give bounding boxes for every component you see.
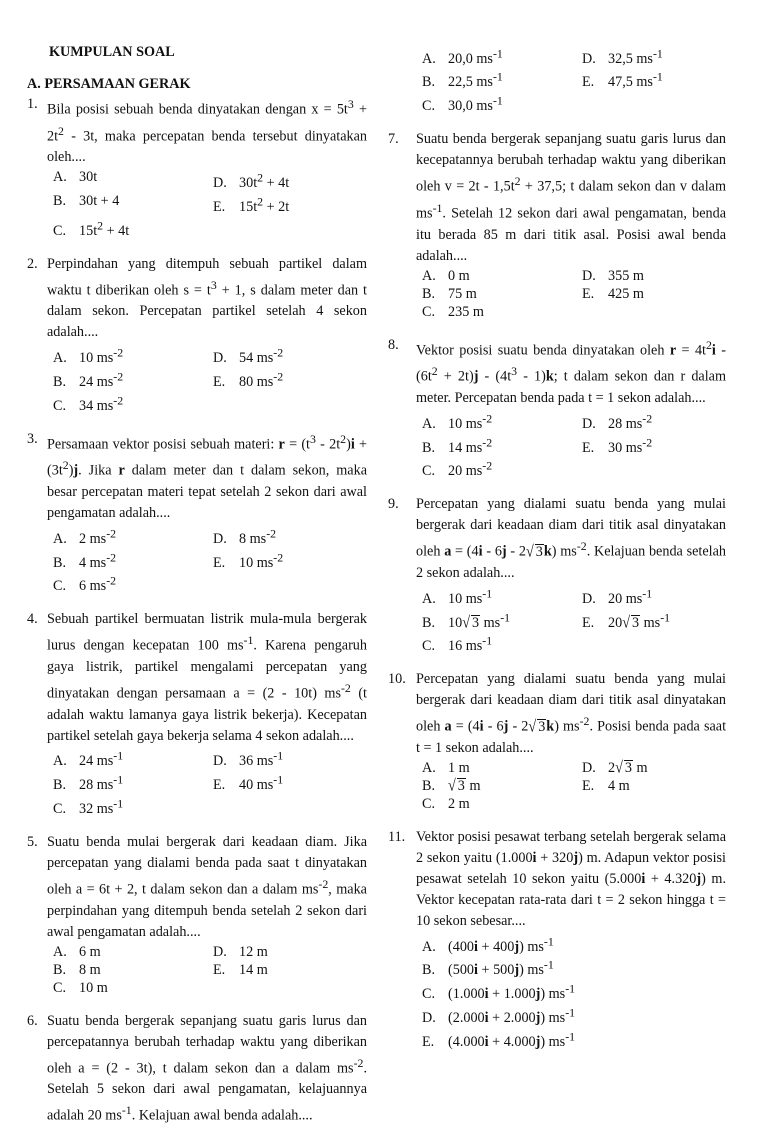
option-value: 10 m: [79, 979, 108, 996]
question-number: 11.: [388, 829, 406, 846]
option-value: 32 $ms^{-1}$: [79, 796, 124, 817]
question-2: [27, 254, 367, 415]
answer-option: [422, 433, 582, 457]
question-number: 3.: [27, 430, 38, 447]
option-value: 40 $ms^{-1}$: [239, 772, 284, 794]
option-value: 235 m: [448, 303, 484, 320]
question-4: [27, 609, 367, 818]
option-letter: A.: [53, 530, 67, 547]
option-letter: E.: [582, 778, 595, 795]
option-letter: A.: [53, 753, 67, 770]
option-value: 20 $ms^{-2}$: [448, 458, 493, 480]
option-letter: C.: [422, 98, 436, 115]
answer-option: [422, 91, 582, 115]
option-value: 10 $ms^{-2}$: [448, 411, 493, 432]
question-text: Perpindahan yang ditempuh sebuah partikel dalam waktu t diberikan oleh $s = t^3 + 1$, s dalam meter dan t dalam sekon. Percepatan partikel setelah 4 sekon adalah....: [47, 255, 367, 341]
option-value: 30 $ms^{-2}$: [608, 434, 653, 456]
answer-option: [422, 409, 582, 433]
answer-option: [53, 548, 213, 572]
answer-option: [582, 584, 726, 608]
option-letter: D.: [582, 590, 596, 607]
answer-option: [53, 524, 213, 548]
option-letter: E.: [582, 439, 595, 456]
option-value: 36 $ms^{-1}$: [239, 748, 284, 770]
option-letter: C.: [422, 638, 436, 655]
option-value: 34 $ms^{-2}$: [79, 392, 124, 414]
answer-option: [422, 759, 582, 777]
answer-option: [422, 795, 582, 813]
question-7: [388, 129, 726, 320]
option-list: [422, 44, 726, 115]
option-value: 8 $ms^{-2}$: [239, 526, 277, 547]
option-value: 16 $ms^{-1}$: [448, 633, 493, 655]
option-value: 54 $ms^{-2}$: [239, 345, 284, 367]
option-letter: B.: [422, 439, 436, 456]
option-value: 75 m: [448, 285, 477, 302]
option-letter: D.: [213, 175, 227, 192]
option-letter: D.: [213, 943, 227, 960]
question-11: [388, 827, 726, 1051]
option-letter: B.: [53, 193, 67, 210]
answer-option: [582, 409, 726, 433]
option-value: 2√ 3 m: [608, 758, 648, 778]
option-list: [422, 584, 726, 655]
option-letter: B.: [53, 777, 67, 794]
option-value: 10 $ms^{-2}$: [239, 549, 284, 571]
option-list: [422, 267, 726, 321]
option-value: 32,5 $ms^{-1}$: [608, 46, 663, 67]
option-value: 14 $ms^{-2}$: [448, 434, 493, 456]
option-letter: D.: [582, 760, 596, 777]
question-text: Bila posisi sebuah benda dinyatakan dengan $x = 5t^3 + 2t^2 - 3t$, maka percepatan benda tersebut dinyatakan oleh....: [47, 97, 367, 166]
option-letter: B.: [422, 778, 436, 795]
question-text: Vektor posisi suatu benda dinyatakan oleh $r = 4t^2i - (6t^2 + 2t)j - (4t^3 - 1)k$; t dalam sekon dan r dalam meter. Percepatan benda pada t = 1 sekon adalah....: [416, 337, 726, 407]
answer-option: [53, 343, 213, 367]
option-letter: C.: [53, 979, 67, 996]
answer-option: [422, 777, 582, 795]
answer-option: [422, 932, 726, 956]
answer-option: [582, 608, 726, 632]
answer-option: [53, 770, 213, 794]
answer-option: [213, 367, 367, 391]
option-list: [53, 943, 367, 997]
section-heading: A. PERSAMAAN GERAK: [27, 76, 191, 92]
option-value: $15t^2 + 4t$: [79, 217, 130, 239]
answer-option: [53, 961, 213, 979]
option-value: 12 m: [239, 943, 268, 960]
answer-option: [422, 44, 582, 68]
option-letter: B.: [53, 961, 67, 978]
answer-option: [422, 303, 582, 321]
answer-option: [53, 367, 213, 391]
option-letter: E.: [213, 777, 226, 794]
answer-option: [582, 267, 726, 285]
option-value: (400i + 400j) $ms^{-1}$: [448, 934, 554, 955]
option-value: 10√ 3 $ms^{-1}$: [448, 609, 511, 632]
answer-option: [422, 1027, 726, 1051]
right-column: [388, 42, 726, 1051]
option-letter: C.: [422, 303, 436, 320]
option-value: 14 m: [239, 961, 268, 978]
option-letter: C.: [53, 222, 67, 239]
question-6-options-continued: [388, 44, 726, 115]
option-letter: E.: [213, 961, 226, 978]
answer-option: [582, 44, 726, 68]
option-value: (500i + 500j) $ms^{-1}$: [448, 957, 554, 979]
option-value: 20 $ms^{-1}$: [608, 586, 653, 607]
option-letter: D.: [582, 267, 596, 284]
option-letter: C.: [422, 796, 436, 813]
question-text: Persamaan vektor posisi sebuah materi: $r = (t^3 - 2t^2)i + (3t^2)j$. Jika r dalam meter dan t dalam sekon, maka besar percepatan materi tepat setelah 2 sekon dari awal pengamatan adalah....: [47, 431, 367, 522]
option-value: √ 3 m: [448, 776, 481, 796]
option-list: [422, 409, 726, 480]
answer-option: [422, 632, 582, 656]
option-value: 2 $ms^{-2}$: [79, 526, 117, 547]
page-title: KUMPULAN SOAL: [49, 44, 175, 60]
answer-option: [582, 777, 726, 795]
option-letter: D.: [213, 530, 227, 547]
option-letter: A.: [53, 169, 67, 186]
question-text: Vektor posisi pesawat terbang setelah bergerak selama 2 sekon yaitu (1.000i + 320j) m. Adapun vektor posisi pesawat setelah 10 sekon yaitu (5.000i + 4.320j) m. Vektor kecepatan rata-rata dari t = 2 sekon hingga t = 10 sekon sebesar....: [416, 829, 726, 930]
option-value: 24 $ms^{-1}$: [79, 748, 124, 770]
option-letter: D.: [422, 1009, 436, 1026]
answer-option: [213, 747, 367, 771]
option-letter: E.: [582, 285, 595, 302]
option-list: [422, 932, 726, 1051]
answer-option: [422, 457, 582, 481]
option-value: $15t^2 + 2t$: [239, 194, 290, 215]
option-value: 30t + 4: [79, 193, 120, 210]
question-number: 10.: [388, 671, 406, 688]
option-letter: A.: [422, 50, 436, 67]
option-value: (4.000i + 4.000j) $ms^{-1}$: [448, 1028, 576, 1050]
answer-option: [53, 192, 213, 216]
question-5: [27, 832, 367, 997]
answer-option: [422, 285, 582, 303]
question-text: Percepatan yang dialami suatu benda yang mulai bergerak dari keadaan diam dari titik asal dinyatakan oleh a = (4i - 6j - 2√ 3k) $ms^{-2}$. Posisi benda pada saat t = 1 sekon adalah....: [416, 671, 727, 757]
answer-option: [422, 267, 582, 285]
option-letter: A.: [422, 590, 436, 607]
option-value: (2.000i + 2.000j) $ms^{-1}$: [448, 1005, 576, 1026]
option-letter: C.: [53, 397, 67, 414]
option-value: 10 $ms^{-1}$: [448, 586, 493, 607]
answer-option: [582, 759, 726, 777]
option-list: [53, 747, 367, 818]
answer-option: [213, 770, 367, 794]
option-value: 20√ 3 $ms^{-1}$: [608, 609, 671, 632]
question-number: 8.: [388, 336, 399, 353]
answer-option: [53, 747, 213, 771]
option-letter: B.: [422, 614, 436, 631]
option-list: [53, 524, 367, 595]
question-6: [27, 1011, 367, 1127]
answer-option: [582, 285, 726, 303]
option-value: 80 $ms^{-2}$: [239, 369, 284, 390]
option-list: [53, 168, 367, 239]
option-value: 4 m: [608, 778, 630, 795]
option-letter: E.: [582, 74, 595, 91]
option-value: 28 $ms^{-2}$: [608, 411, 653, 432]
answer-option: [213, 548, 367, 572]
option-value: 8 m: [79, 961, 101, 978]
option-letter: E.: [422, 1033, 435, 1050]
option-letter: C.: [422, 463, 436, 480]
option-list: [422, 759, 726, 813]
question-number: 9.: [388, 496, 399, 513]
option-letter: A.: [53, 943, 67, 960]
option-value: 28 $ms^{-1}$: [79, 772, 124, 794]
option-letter: D.: [213, 350, 227, 367]
option-value: 0 m: [448, 267, 470, 284]
option-letter: E.: [213, 554, 226, 571]
answer-option: [422, 68, 582, 92]
option-letter: C.: [53, 578, 67, 595]
answer-option: [422, 1003, 726, 1027]
option-value: $30t^2 + 4t$: [239, 170, 290, 192]
question-10: [388, 669, 726, 813]
option-value: 6 $ms^{-2}$: [79, 573, 117, 595]
answer-option: [422, 956, 726, 980]
option-value: 2 m: [448, 796, 470, 813]
option-value: (1.000i + 1.000j) $ms^{-1}$: [448, 981, 576, 1003]
question-8: [388, 335, 726, 481]
question-1: [27, 94, 367, 240]
option-letter: E.: [582, 614, 595, 631]
question-number: 2.: [27, 255, 38, 272]
answer-option: [213, 343, 367, 367]
option-value: 4 $ms^{-2}$: [79, 549, 117, 571]
answer-option: [53, 168, 213, 192]
answer-option: [53, 216, 213, 240]
answer-option: [53, 979, 213, 997]
question-number: 5.: [27, 833, 38, 850]
question-number: 4.: [27, 611, 38, 628]
option-letter: C.: [422, 986, 436, 1003]
option-value: 6 m: [79, 943, 101, 960]
option-value: 22,5 $ms^{-1}$: [448, 69, 503, 91]
option-letter: D.: [582, 50, 596, 67]
question-number: 1.: [27, 96, 38, 112]
question-text: Suatu benda mulai bergerak dari keadaan diam. Jika percepatan yang dialami benda pada saat t dinyatakan oleh a = 6t + 2, t dalam sekon dan a dalam $ms^{-2}$, maka perpindahan yang ditempuh benda setelah 2 sekon dari awal pengamatan adalah....: [47, 833, 367, 940]
answer-option: [213, 192, 367, 216]
answer-option: [213, 168, 367, 192]
option-value: 355 m: [608, 267, 644, 284]
option-value: 30t: [79, 169, 98, 186]
option-letter: A.: [422, 938, 436, 955]
option-letter: E.: [213, 373, 226, 390]
option-letter: A.: [422, 760, 436, 777]
option-letter: B.: [53, 554, 67, 571]
option-letter: A.: [422, 415, 436, 432]
question-text: Sebuah partikel bermuatan listrik mula-mula bergerak lurus dengan kecepatan 100 $ms^{-1}$. Karena pengaruh gaya listrik, partikel mengalami percepatan yang dinyatakan dengan persamaan a = (2 - 10t) $ms^{-2}$ (t adalah waktu lamanya gaya listrik bekerja). Kecepatan partikel setelah gaya bekerja selama 4 sekon adalah....: [47, 611, 367, 744]
question-number: 7.: [388, 131, 399, 148]
answer-option: [582, 433, 726, 457]
option-letter: B.: [422, 962, 436, 979]
answer-option: [422, 608, 582, 632]
option-letter: D.: [213, 753, 227, 770]
answer-option: [53, 794, 213, 818]
question-text: Suatu benda bergerak sepanjang suatu garis lurus dan kecepatannya berubah terhadap waktu yang diberikan oleh $v = 2t - 1,5t^2 + 37,5$; t dalam sekon dan v dalam $ms^{-1}$. Setelah 12 sekon dari awal pengamatan, benda itu berada 85 m dari titik asal. Posisi awal benda adalah....: [416, 131, 726, 264]
option-value: 30,0 $ms^{-1}$: [448, 93, 503, 115]
answer-option: [53, 391, 213, 415]
option-letter: A.: [53, 350, 67, 367]
option-value: 24 $ms^{-2}$: [79, 369, 124, 390]
option-letter: E.: [213, 198, 226, 215]
left-column: [27, 42, 367, 1127]
answer-option: [213, 961, 367, 979]
answer-option: [53, 572, 213, 596]
option-letter: C.: [53, 800, 67, 817]
answer-option: [422, 979, 726, 1003]
answer-option: [213, 943, 367, 961]
option-list: [53, 343, 367, 414]
question-text: Suatu benda bergerak sepanjang suatu garis lurus dan percepatannya berubah terhadap waktu yang diberikan oleh a = (2 - 3t), t dalam sekon dan a dalam $ms^{-2}$. Setelah 5 sekon dari awal pengamatan, kelajuannya adalah 20 $ms^{-1}$. Kelajuan awal benda adalah....: [47, 1012, 367, 1125]
option-letter: B.: [422, 285, 436, 302]
option-letter: A.: [422, 267, 436, 284]
question-3: [27, 429, 367, 596]
answer-option: [53, 943, 213, 961]
answer-option: [213, 524, 367, 548]
option-value: 1 m: [448, 760, 470, 777]
answer-option: [582, 68, 726, 92]
option-letter: D.: [582, 415, 596, 432]
question-text: Percepatan yang dialami suatu benda yang mulai bergerak dari keadaan diam dari titik asal dinyatakan oleh a = (4i - 6j - 2√ 3k) $ms^{-2}$. Kelajuan benda setelah 2 sekon adalah....: [416, 496, 726, 582]
option-value: 20,0 $ms^{-1}$: [448, 46, 503, 67]
option-letter: B.: [53, 373, 67, 390]
question-9: [388, 494, 726, 655]
question-number: 6.: [27, 1012, 38, 1029]
option-letter: B.: [422, 74, 436, 91]
option-value: 47,5 $ms^{-1}$: [608, 69, 663, 91]
option-value: 425 m: [608, 285, 644, 302]
answer-option: [422, 584, 582, 608]
option-value: 10 $ms^{-2}$: [79, 345, 124, 367]
